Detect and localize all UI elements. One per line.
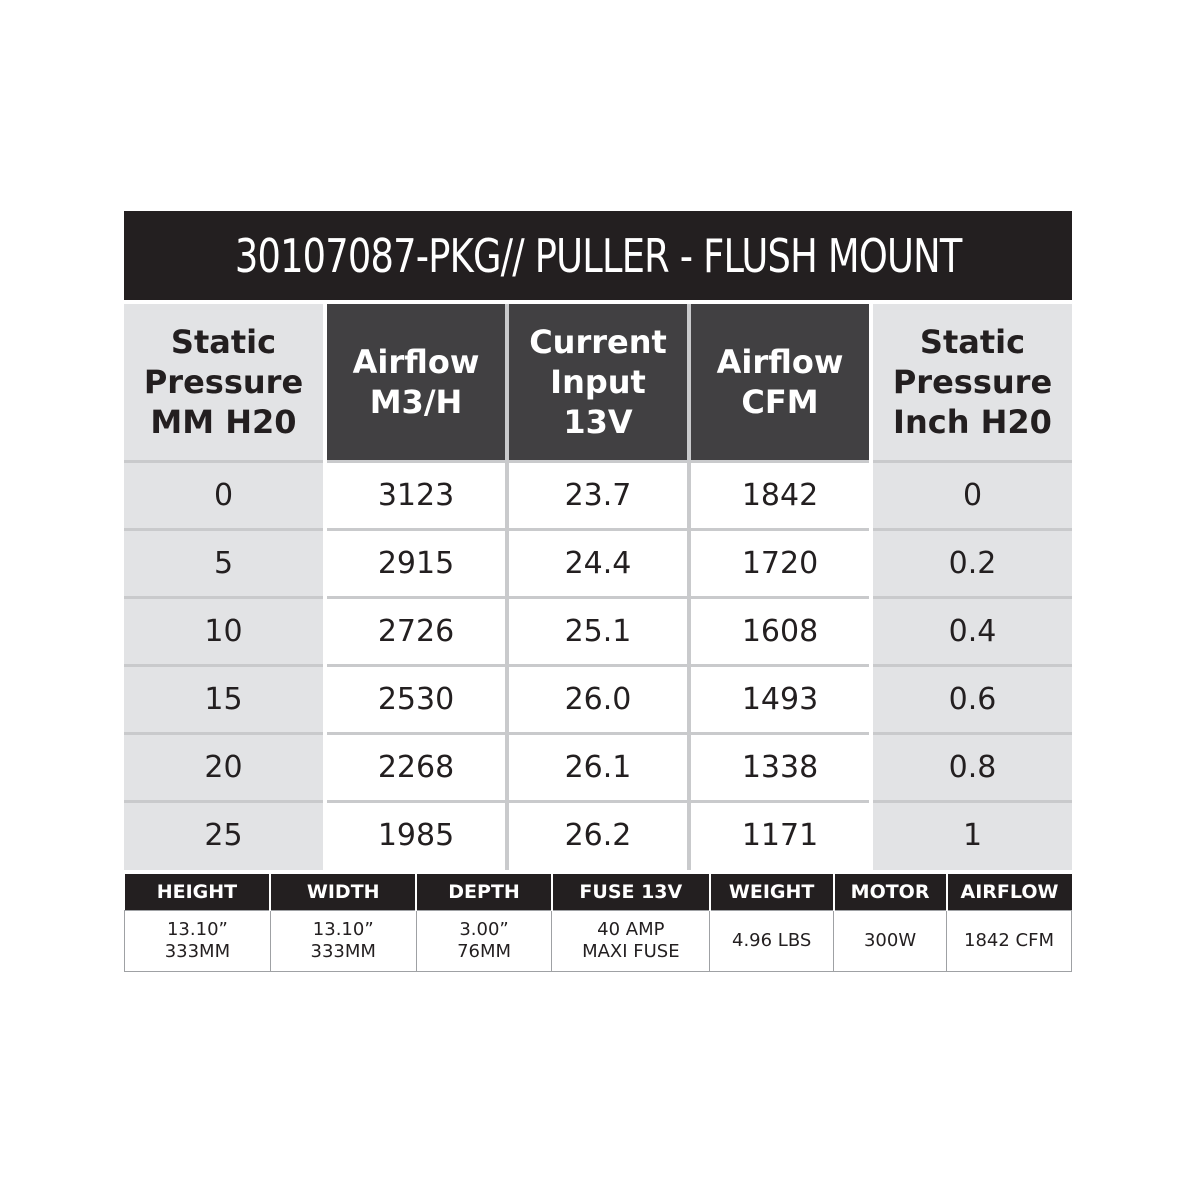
table-cell: 0.8 bbox=[873, 732, 1072, 800]
spec-value: 13.10” 333MM bbox=[270, 911, 416, 972]
title-bar bbox=[124, 211, 1072, 300]
table-cell: 26.1 bbox=[509, 732, 687, 800]
table-cell: 20 bbox=[124, 732, 323, 800]
table-cell: 0 bbox=[124, 460, 323, 528]
table-cell: 1842 bbox=[691, 460, 869, 528]
table-cell: 23.7 bbox=[509, 460, 687, 528]
table-cell: 15 bbox=[124, 664, 323, 732]
spec-value: 4.96 LBS bbox=[710, 911, 834, 972]
col-airflow-cfm bbox=[691, 304, 869, 870]
spec-value: 1842 CFM bbox=[947, 911, 1072, 972]
table-cell: 1493 bbox=[691, 664, 869, 732]
spec-header: AIRFLOW bbox=[947, 874, 1072, 911]
spec-header-row bbox=[125, 874, 1072, 911]
spec-value: 300W bbox=[834, 911, 947, 972]
column-header: Current Input 13V bbox=[509, 304, 687, 460]
table-cell: 0.2 bbox=[873, 528, 1072, 596]
table-cell: 2530 bbox=[327, 664, 505, 732]
column-header: Static Pressure MM H20 bbox=[143, 323, 304, 441]
spec-value: 3.00” 76MM bbox=[416, 911, 552, 972]
table-cell: 0.6 bbox=[873, 664, 1072, 732]
table-cell: 2268 bbox=[327, 732, 505, 800]
column-header: Airflow M3/H bbox=[327, 304, 505, 460]
table-cell: 2915 bbox=[327, 528, 505, 596]
spec-sheet bbox=[124, 211, 1072, 972]
spec-header: FUSE 13V bbox=[552, 874, 710, 911]
spec-header: WIDTH bbox=[270, 874, 416, 911]
col-static-pressure-mm bbox=[124, 304, 323, 870]
sheet-title: 30107087-PKG// PULLER - FLUSH MOUNT bbox=[234, 228, 962, 283]
spec-header: DEPTH bbox=[416, 874, 552, 911]
table-cell: 1 bbox=[873, 800, 1072, 868]
spec-header: HEIGHT bbox=[125, 874, 271, 911]
col-current-input bbox=[509, 304, 687, 870]
table-cell: 1171 bbox=[691, 800, 869, 868]
performance-table bbox=[124, 304, 1072, 870]
table-cell: 1338 bbox=[691, 732, 869, 800]
table-cell: 26.0 bbox=[509, 664, 687, 732]
table-cell: 0 bbox=[873, 460, 1072, 528]
spec-header: WEIGHT bbox=[710, 874, 834, 911]
spec-value-row bbox=[125, 911, 1072, 972]
table-cell: 24.4 bbox=[509, 528, 687, 596]
spec-header: MOTOR bbox=[834, 874, 947, 911]
table-cell: 3123 bbox=[327, 460, 505, 528]
spec-table bbox=[124, 874, 1072, 972]
table-cell: 25 bbox=[124, 800, 323, 868]
column-header: Airflow CFM bbox=[691, 304, 869, 460]
table-cell: 10 bbox=[124, 596, 323, 664]
table-cell: 5 bbox=[124, 528, 323, 596]
spec-value: 40 AMP MAXI FUSE bbox=[552, 911, 710, 972]
table-cell: 26.2 bbox=[509, 800, 687, 868]
table-cell: 1720 bbox=[691, 528, 869, 596]
spec-value: 13.10” 333MM bbox=[125, 911, 271, 972]
column-header: Static Pressure Inch H20 bbox=[892, 323, 1053, 441]
table-cell: 2726 bbox=[327, 596, 505, 664]
table-cell: 25.1 bbox=[509, 596, 687, 664]
col-static-pressure-inch bbox=[873, 304, 1072, 870]
table-cell: 1985 bbox=[327, 800, 505, 868]
col-airflow-m3h bbox=[327, 304, 505, 870]
table-cell: 0.4 bbox=[873, 596, 1072, 664]
table-cell: 1608 bbox=[691, 596, 869, 664]
